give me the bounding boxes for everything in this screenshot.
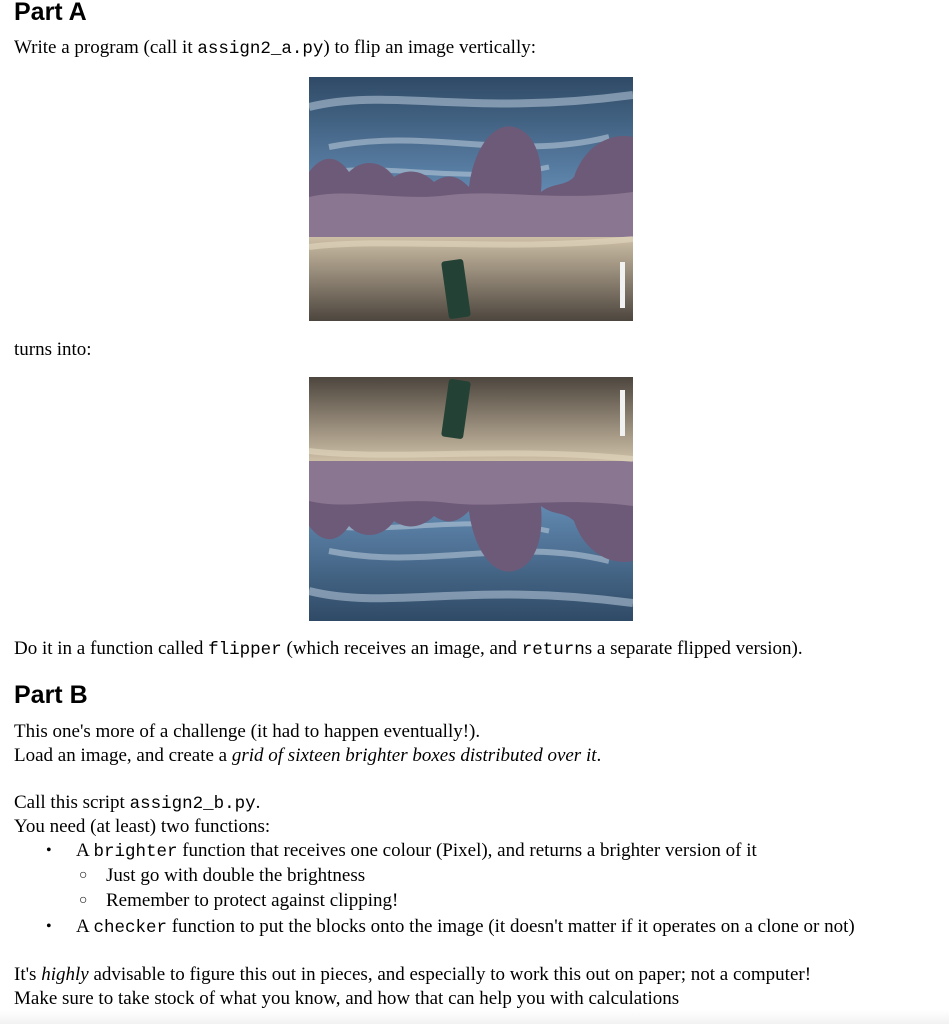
bottom-fade [0,1010,949,1024]
part-b-line1: This one's more of a challenge (it had to happen eventually!). [14,721,481,742]
part-a-intro: Write a program (call it assign2_a.py) to flip an image vertically: [14,37,537,59]
script-name-line: Call this script assign2_b.py. [14,792,261,814]
filename-code: assign2_a.py [197,39,324,59]
brighter-bullet: A brighter function that receives one colour (Pixel), and returns a brighter version of it [76,840,757,862]
part-a-function-description: Do it in a function called flipper (which receives an image, and returns a separate flipped version). [14,638,803,660]
brighter-code: brighter [93,842,178,862]
part-a-heading: Part A [14,0,87,26]
turns-into-label: turns into: [14,339,92,360]
sub-bullet-icon: ○ [79,868,88,883]
sub-bullet-icon: ○ [79,893,88,908]
part-b-heading: Part B [14,681,88,709]
sub-item-clipping: Remember to protect against clipping! [106,890,399,911]
advice-line2: Make sure to take stock of what you know, and how that can help you with calculations [14,988,680,1009]
flipper-code: flipper [208,640,282,660]
original-landscape-image [309,77,633,321]
return-code: return [521,640,585,660]
flipped-landscape-image [309,377,633,621]
sub-item-double-brightness: Just go with double the brightness [106,865,366,886]
checker-code: checker [93,918,167,938]
part-b-line2: Load an image, and create a grid of sixteen brighter boxes distributed over it. [14,745,602,766]
advice-line1: It's highly advisable to figure this out in pieces, and especially to work this out on paper; not a computer! [14,964,812,985]
checker-bullet: A checker function to put the blocks onto the image (it doesn't matter if it operates on a clone or not) [76,916,855,938]
bullet-icon: • [46,918,52,935]
bullet-icon: • [46,842,52,859]
functions-needed-line: You need (at least) two functions: [14,816,271,837]
script-filename-code: assign2_b.py [129,794,256,814]
